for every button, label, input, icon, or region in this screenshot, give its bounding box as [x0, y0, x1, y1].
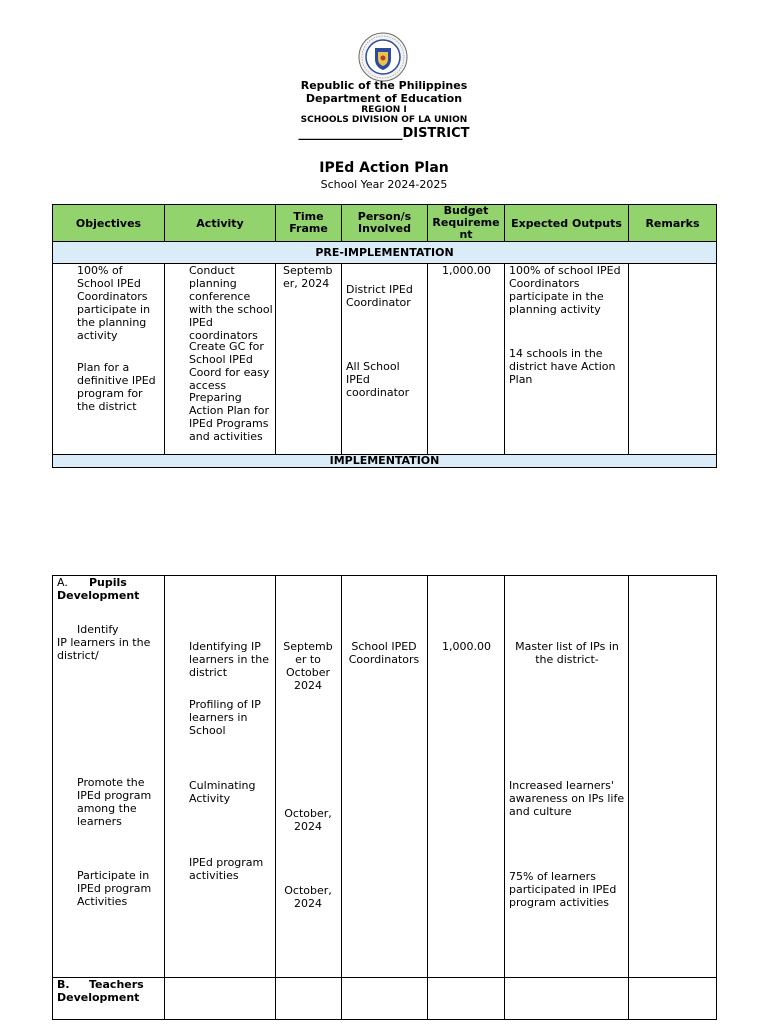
- pupils-objective-3: Participate in IPEd program Activities: [77, 869, 152, 908]
- implementation-table: [52, 575, 717, 1020]
- pupils-budget-cell: [428, 576, 505, 978]
- pre-time-frame-cell: [276, 264, 342, 455]
- pupils-output-2: Increased learners' awareness on IPs life and culture: [509, 779, 625, 818]
- pupils-time-frame-cell: [276, 576, 342, 978]
- implementation-band: [53, 455, 717, 468]
- pre-person-1: District IPEd Coordinator: [346, 283, 413, 309]
- table-header-row: [53, 205, 717, 242]
- col-budget: [428, 205, 505, 242]
- col-budget-label: Budget Requireme nt: [432, 204, 500, 241]
- col-time-frame-label: Time Frame: [289, 210, 328, 235]
- pupils-development-row: [53, 576, 717, 978]
- teachers-time-frame-cell: [276, 978, 342, 1020]
- pre-activities-cell: [165, 264, 276, 455]
- pupils-output-1: Master list of IPs in the district-: [515, 640, 619, 666]
- teachers-persons-cell: [342, 978, 428, 1020]
- implementation-label: IMPLEMENTATION: [53, 455, 717, 468]
- pre-activity-3: Preparing Action Plan for IPEd Programs and activities: [189, 391, 269, 443]
- pupils-section-title: Pupils Development: [57, 576, 140, 602]
- col-persons-label: Person/s Involved: [357, 210, 412, 235]
- district-heading: ________________DISTRICT: [298, 126, 470, 141]
- republic-heading: Republic of the Philippines: [300, 79, 468, 92]
- pre-activity-1: Conduct planning conference with the school IPEd coordinators: [189, 264, 273, 342]
- pupils-letter: A.: [57, 576, 68, 589]
- pupils-activity-2: Profiling of IP learners in School: [189, 698, 261, 737]
- division-heading: SCHOOLS DIVISION OF LA UNION: [300, 115, 468, 125]
- pupils-activity-3: Culminating Activity: [189, 779, 256, 805]
- teachers-activities-cell: [165, 978, 276, 1020]
- teachers-letter: B.: [57, 978, 70, 991]
- document-title: IPEd Action Plan: [319, 160, 449, 176]
- teachers-development-row: [53, 978, 717, 1020]
- pre-output-1: 100% of school IPEd Coordinators participate in the planning activity: [509, 264, 621, 316]
- pre-objective-1: 100% of School IPEd Coordinators participate in the planning activity: [77, 264, 151, 342]
- region-heading: REGION I: [361, 105, 407, 115]
- pupils-objective-1: Identify IP learners in the district/: [57, 623, 151, 662]
- pre-remarks-cell: [629, 264, 717, 455]
- pre-persons-cell: [342, 264, 428, 455]
- pupils-activity-1: Identifying IP learners in the district: [189, 640, 269, 679]
- teachers-remarks-cell: [629, 978, 717, 1020]
- col-objectives: Objectives: [53, 205, 165, 242]
- col-activity: Activity: [165, 205, 276, 242]
- col-persons: [342, 205, 428, 242]
- pupils-objective-2: Promote the IPEd program among the learners: [77, 776, 152, 828]
- pre-implementation-band: [53, 242, 717, 264]
- pupils-budget: 1,000.00: [442, 640, 491, 653]
- pre-outputs-cell: [505, 264, 629, 455]
- teachers-budget-cell: [428, 978, 505, 1020]
- pre-person-2: All School IPEd coordinator: [346, 360, 410, 399]
- pupils-outputs-cell: [505, 576, 629, 978]
- pupils-remarks-cell: [629, 576, 717, 978]
- pre-objective-2: Plan for a definitive IPEd program for the district: [77, 361, 156, 413]
- deped-seal-logo: [358, 32, 408, 82]
- pupils-activity-4: IPEd program activities: [189, 856, 264, 882]
- teachers-objectives-cell: [53, 978, 165, 1020]
- col-expected-outputs: Expected Outputs: [505, 205, 629, 242]
- action-plan-table: [52, 204, 717, 468]
- pre-implementation-label: PRE-IMPLEMENTATION: [53, 242, 717, 264]
- pupils-persons-cell: [342, 576, 428, 978]
- pre-objectives-cell: [53, 264, 165, 455]
- pre-implementation-row: [53, 264, 717, 455]
- pre-budget: 1,000.00: [442, 264, 491, 277]
- col-remarks: Remarks: [629, 205, 717, 242]
- col-time-frame: [276, 205, 342, 242]
- pre-budget-cell: [428, 264, 505, 455]
- teachers-outputs-cell: [505, 978, 629, 1020]
- pupils-objectives-cell: [53, 576, 165, 978]
- department-heading: Department of Education: [305, 92, 463, 105]
- pupils-time-frame-3: October, 2024: [284, 884, 332, 910]
- teachers-section-title: Teachers Development: [57, 978, 144, 1004]
- pupils-persons: School IPED Coordinators: [348, 640, 420, 666]
- pre-activity-2: Create GC for School IPEd Coord for easy access: [189, 340, 270, 392]
- pupils-time-frame-1: Septemb er to October 2024: [283, 640, 333, 692]
- pupils-output-3: 75% of learners participated in IPEd program activities: [509, 870, 617, 909]
- pre-time-frame: Septemb er, 2024: [283, 264, 333, 290]
- school-year: School Year 2024-2025: [320, 178, 448, 191]
- pupils-time-frame-2: October, 2024: [284, 807, 332, 833]
- pre-output-2: 14 schools in the district have Action Plan: [509, 347, 616, 386]
- pupils-activities-cell: [165, 576, 276, 978]
